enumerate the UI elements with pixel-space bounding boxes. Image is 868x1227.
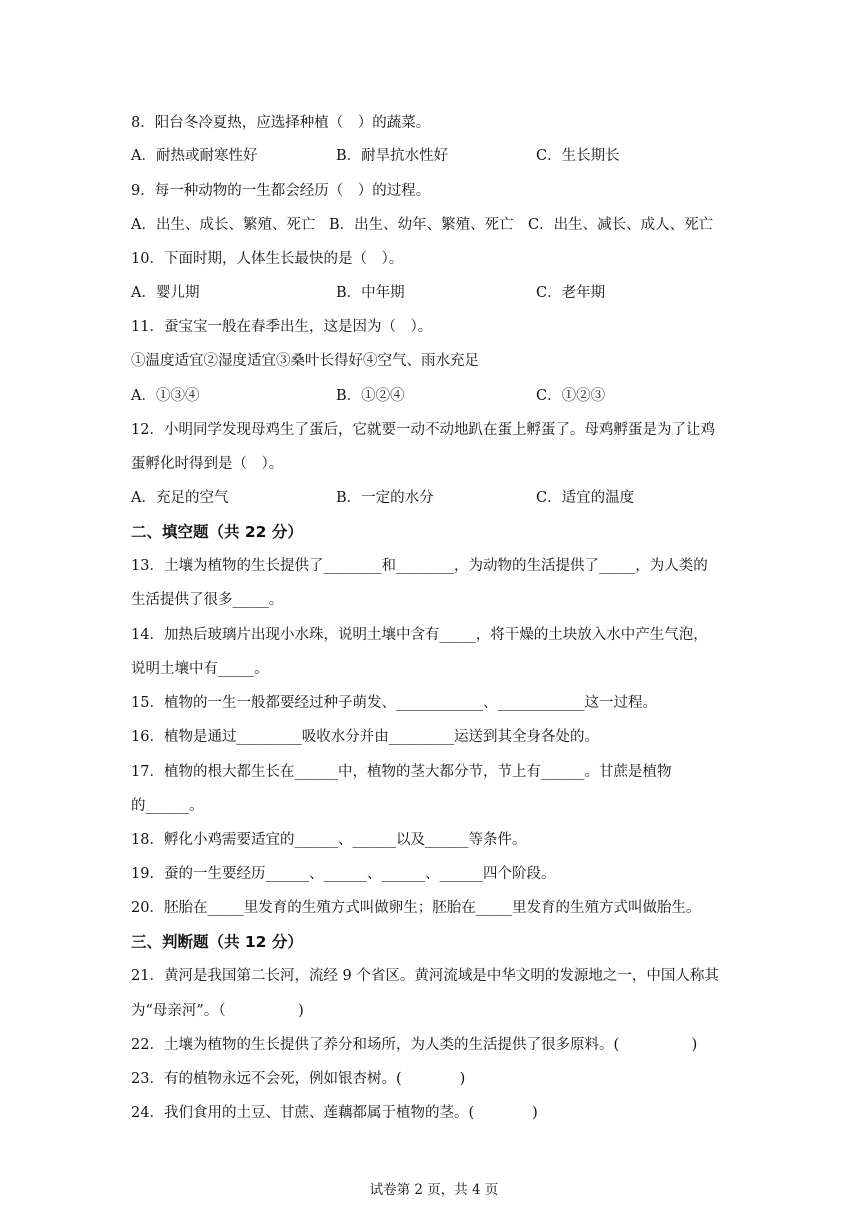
question-16: 16．植物是通过_________吸收水分并由_________运送到其全身各处的。 bbox=[131, 729, 599, 745]
question-21-line-2: 为“母亲河”。（ ) bbox=[131, 1003, 304, 1019]
question-12-stem: 12．小明同学发现母鸡生了蛋后，它就要一动不动地趴在蛋上孵蛋了。母鸡孵蛋是为了让鸡 bbox=[131, 422, 715, 438]
question-23: 23．有的植物永远不会死，例如银杏树。( ) bbox=[131, 1071, 466, 1087]
question-17-line-2: 的______。 bbox=[131, 798, 204, 814]
option-b: B．一定的水分 bbox=[336, 490, 434, 506]
option-c: C．生长期长 bbox=[536, 148, 620, 164]
question-8-options bbox=[131, 146, 751, 166]
question-12-options bbox=[131, 488, 751, 508]
page-footer: 试卷第 2 页，共 4 页 bbox=[369, 1182, 499, 1198]
question-12-stem-cont: 蛋孵化时得到是（ ）。 bbox=[131, 456, 284, 472]
option-c: C．出生、减长、成人、死亡 bbox=[528, 217, 714, 233]
question-17-line-1: 17．植物的根大都生长在______中，植物的茎大都分节，节上有______。甘蔗是植物 bbox=[131, 764, 672, 780]
question-9-options bbox=[131, 215, 751, 235]
question-8-stem: 8．阳台冬冷夏热，应选择种植（ ）的蔬菜。 bbox=[131, 115, 431, 131]
section-2-heading: 二、填空题（共 22 分） bbox=[131, 523, 303, 541]
option-c: C．①②③ bbox=[536, 388, 606, 404]
question-14-line-1: 14．加热后玻璃片出现小水珠，说明土壤中含有_____，将干燥的土块放入水中产生气泡， bbox=[131, 627, 708, 643]
question-19: 19．蚕的一生要经历______、______、______、______四个阶段。 bbox=[131, 866, 556, 882]
question-21-line-1: 21．黄河是我国第二长河，流经 9 个省区。黄河流域是中华文明的发源地之一，中国人称其 bbox=[131, 968, 719, 984]
option-a: A．婴儿期 bbox=[131, 285, 200, 301]
question-10-options bbox=[131, 283, 751, 303]
question-10-stem: 10．下面时期，人体生长最快的是（ ）。 bbox=[131, 251, 404, 267]
question-22: 22．土壤为植物的生长提供了养分和场所，为人类的生活提供了很多原料。( ) bbox=[131, 1037, 698, 1053]
option-a: A．出生、成长、繁殖、死亡 bbox=[131, 217, 316, 233]
question-24: 24．我们食用的土豆、甘蔗、莲藕都属于植物的茎。( ) bbox=[131, 1105, 538, 1121]
question-11-options bbox=[131, 386, 751, 406]
option-a: A．充足的空气 bbox=[131, 490, 229, 506]
question-13-line-1: 13．土壤为植物的生长提供了________和________，为动物的生活提供了_____，为人类的 bbox=[131, 558, 708, 574]
question-18: 18．孵化小鸡需要适宜的______、______以及______等条件。 bbox=[131, 832, 527, 848]
question-9-stem: 9．每一种动物的一生都会经历（ ）的过程。 bbox=[131, 183, 431, 199]
question-15: 15．植物的一生一般都要经过种子萌发、____________、____________这一过程。 bbox=[131, 695, 657, 711]
option-c: C．老年期 bbox=[536, 285, 606, 301]
question-14-line-2: 说明土壤中有_____。 bbox=[131, 661, 269, 677]
option-a: A．耐热或耐寒性好 bbox=[131, 148, 258, 164]
option-b: B．①②④ bbox=[336, 388, 405, 404]
question-11-stem: 11．蚕宝宝一般在春季出生，这是因为（ ）。 bbox=[131, 319, 433, 335]
option-b: B．耐旱抗水性好 bbox=[336, 148, 449, 164]
option-b: B．出生、幼年、繁殖、死亡 bbox=[329, 217, 514, 233]
question-11-conditions: ①温度适宜②湿度适宜③桑叶长得好④空气、雨水充足 bbox=[131, 353, 479, 369]
option-c: C．适宜的温度 bbox=[536, 490, 635, 506]
option-a: A．①③④ bbox=[131, 388, 200, 404]
option-b: B．中年期 bbox=[336, 285, 405, 301]
question-20: 20．胚胎在_____里发育的生殖方式叫做卵生；胚胎在_____里发育的生殖方式叫做胎生。 bbox=[131, 900, 701, 916]
section-3-heading: 三、判断题（共 12 分） bbox=[131, 933, 303, 951]
question-13-line-2: 生活提供了很多_____。 bbox=[131, 592, 284, 608]
